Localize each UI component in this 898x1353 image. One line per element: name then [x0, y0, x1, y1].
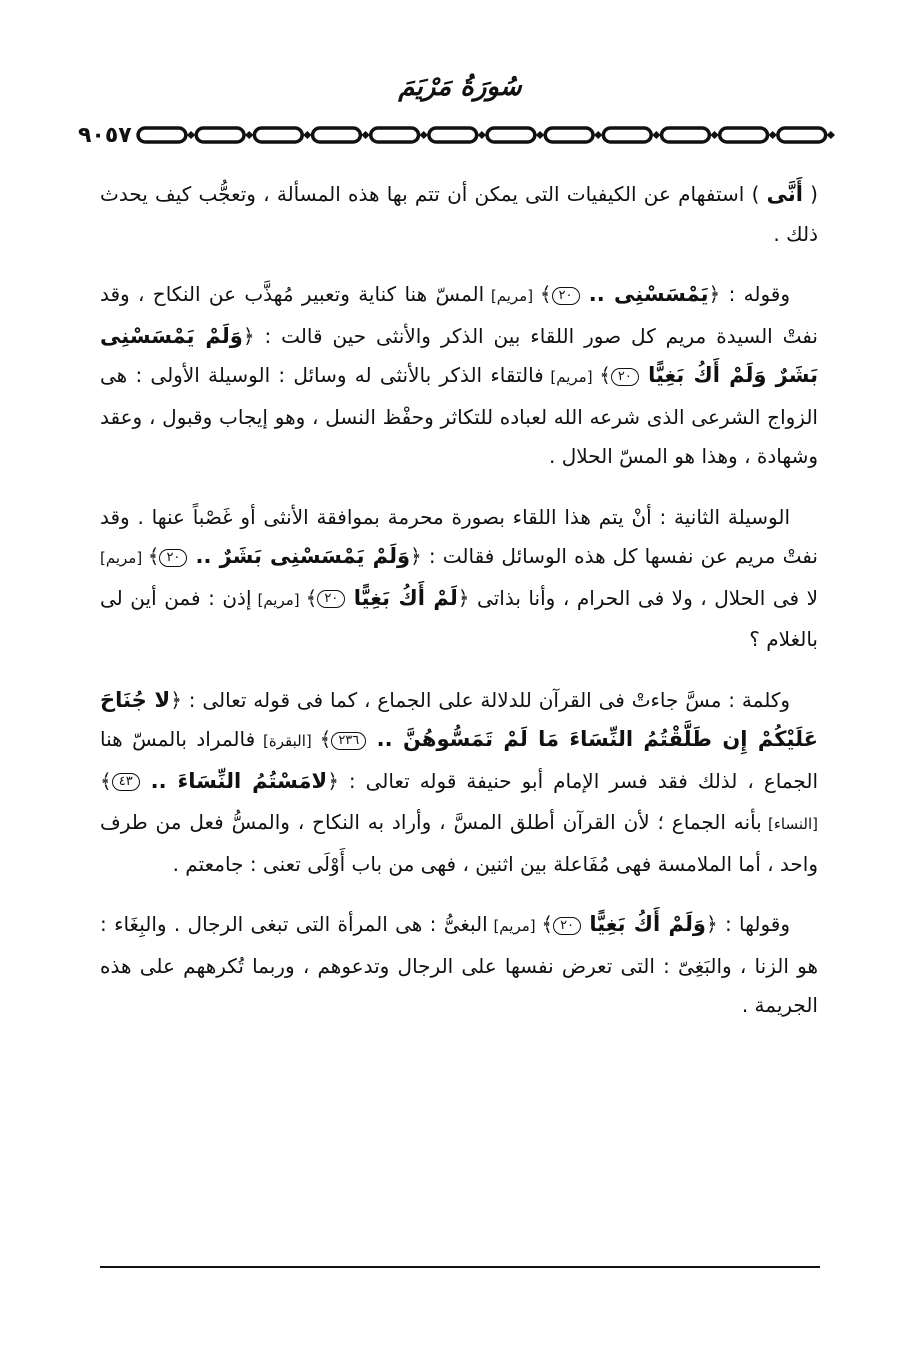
- chain-diamond: [303, 131, 311, 139]
- chain-diamond: [710, 131, 718, 139]
- ornate-bracket: ﴿: [242, 323, 255, 348]
- paragraph: [100, 498, 818, 660]
- chain-link: [661, 128, 709, 142]
- body-text: إذن : فمن أين لى بالغلام ؟: [100, 585, 818, 651]
- body-text: وقوله :: [720, 282, 790, 306]
- surah-title: سُورَةُ مَرْيَمَ: [398, 72, 522, 102]
- body-text: البغىُّ : هى المرأة التى تبغى الرجال . والبِغَاء : هو الزنا ، والبَغِىّ : التى تعرض نفسها على الرجال وتدعوهم ، وربما تُكرههم على هذه الجريمة .: [100, 912, 818, 1017]
- chain-diamond: [187, 131, 195, 139]
- chain-diamond: [594, 131, 602, 139]
- verse-number: ٢٠: [317, 590, 345, 608]
- ornate-bracket: ﴾: [599, 363, 611, 387]
- surah-reference: [مريم]: [543, 368, 600, 386]
- ornate-bracket: ﴿: [705, 912, 718, 936]
- body-text: الوسيلة الثانية : أنْ يتم هذا اللقاء بصورة محرمة بموافقة الأنثى أو غَصْباً عنها . وقد نفتْ مريم عن نفسها كل هذه الوسائل فقالت :: [100, 504, 818, 568]
- body-text: المسّ هنا كناية وتعبير مُهذَّب عن النكاح ، وقد نفتْ السيدة مريم كل صور اللقاء بين الذكر والأنثى حين قالت :: [100, 282, 818, 348]
- chain-diamond: [245, 131, 253, 139]
- ornate-bracket: ﴿: [708, 282, 721, 306]
- chain-link: [778, 128, 826, 142]
- quran-verse-text: وَلَمْ أَكُ بَغِيًّا: [581, 912, 706, 936]
- quran-verse-text: وَلَمْ يَمْسَسْنِى بَشَرٌ وَلَمْ أَكُ بَغِيًّا: [100, 323, 818, 387]
- quran-verse-text: لامَسْتُمُ النِّسَاءَ ..: [139, 768, 328, 793]
- chain-diamond: [361, 131, 369, 139]
- paragraph: [100, 275, 818, 477]
- quran-verse-text: يَمْسَسْنِى ..: [579, 282, 709, 306]
- verse-number: ٢٠: [159, 549, 187, 567]
- chain-link: [487, 128, 535, 142]
- chain-link: [545, 128, 593, 142]
- body-text: وقولها :: [717, 912, 790, 936]
- surah-reference: [البقرة]: [255, 732, 320, 750]
- quran-verse-text: لا جُنَاحَ عَلَيْكُمْ إِن طَلَّقْتُمُ النِّسَاءَ مَا لَمْ تَمَسُّوهُنَّ ..: [100, 687, 819, 751]
- chain-link: [254, 128, 302, 142]
- quran-verse-text: وَلَمْ يَمْسَسْنِى بَشَرٌ ..: [187, 544, 411, 568]
- paragraph: [100, 681, 818, 885]
- ornate-bracket: ﴿: [170, 687, 182, 712]
- surah-reference: [مريم]: [484, 287, 540, 305]
- page-number: ٩٠٥٧: [78, 122, 132, 148]
- paragraph: [100, 905, 818, 1026]
- ornate-bracket: ﴾: [305, 585, 318, 610]
- body-text: بأنه الجماع ؛ لأن القرآن أطلق المسَّ ، وأراد به النكاح ، والمسُّ فعل من طرف واحد ، أما الملامسة فهى مُفَاعلة بين اثنين ، فهى من باب أَوْلَى تعنى : جامعتم .: [100, 810, 818, 876]
- verse-number: ٢٣٦: [331, 732, 366, 750]
- body-text: وكلمة : مسَّ جاءتْ فى القرآن للدلالة على الجماع ، كما فى قوله تعالى :: [181, 687, 790, 712]
- chain-link: [196, 128, 244, 142]
- surah-reference: [النساء]: [761, 815, 819, 833]
- ornate-bracket: ﴿: [410, 544, 422, 568]
- footer-rule: [100, 1266, 820, 1268]
- surah-reference: [مريم]: [100, 549, 148, 567]
- ornate-bracket: ﴿: [327, 768, 339, 793]
- ornate-bracket: ﴿: [457, 585, 470, 610]
- chain-ornament-graphic: [136, 124, 842, 146]
- verse-number: ٢٠: [552, 287, 580, 305]
- verse-number: ٤٣: [112, 773, 140, 791]
- quran-verse-text: أَنَّى: [766, 182, 803, 206]
- quran-verse-text: لَمْ أَكُ بَغِيًّا: [345, 585, 458, 610]
- ornate-bracket: ﴾: [100, 768, 112, 793]
- ornate-bracket: ﴾: [319, 727, 332, 751]
- body-text: ) استفهام عن الكيفيات التى يمكن أن تتم بها هذه المسألة ، وتعجُّب كيف يحدث ذلك .: [100, 182, 818, 246]
- chain-link: [312, 128, 360, 142]
- chain-diamond: [826, 131, 834, 139]
- chain-link: [603, 128, 651, 142]
- chain-diamond: [419, 131, 427, 139]
- verse-number: ٢٠: [611, 368, 639, 386]
- header-ornament: [74, 124, 842, 146]
- page-body: [100, 175, 818, 1047]
- surah-reference: [مريم]: [251, 590, 306, 609]
- body-text: فالتقاء الذكر بالأنثى له وسائل : الوسيلة الأولى : هى الزواج الشرعى الذى شرعه الله لعباده للتكاثر وحفْظ النسل ، وهو إيجاب وقبول ، وعقد وشهادة ، وهذا هو المسّ الحلال .: [100, 363, 818, 468]
- chain-link: [429, 128, 477, 142]
- chain-link: [370, 128, 418, 142]
- chain-link: [719, 128, 767, 142]
- chain-link: [138, 128, 186, 142]
- chain-diamond: [768, 131, 776, 139]
- chain-diamond: [652, 131, 660, 139]
- body-text: فالمراد بالمسّ هنا الجماع ، لذلك فقد فسر الإمام أبو حنيفة قوله تعالى :: [100, 727, 818, 793]
- ornate-bracket: ﴾: [147, 544, 160, 568]
- paragraph: [100, 175, 818, 254]
- ornate-bracket: ﴾: [539, 282, 552, 306]
- body-text: (: [802, 182, 818, 206]
- verse-number: ٢٠: [553, 917, 581, 935]
- ornate-bracket: ﴾: [541, 912, 554, 936]
- chain-diamond: [477, 131, 485, 139]
- surah-reference: [مريم]: [487, 917, 542, 935]
- body-text: لا فى الحلال ، ولا فى الحرام ، وأنا بذاتى: [469, 585, 819, 610]
- chain-diamond: [536, 131, 544, 139]
